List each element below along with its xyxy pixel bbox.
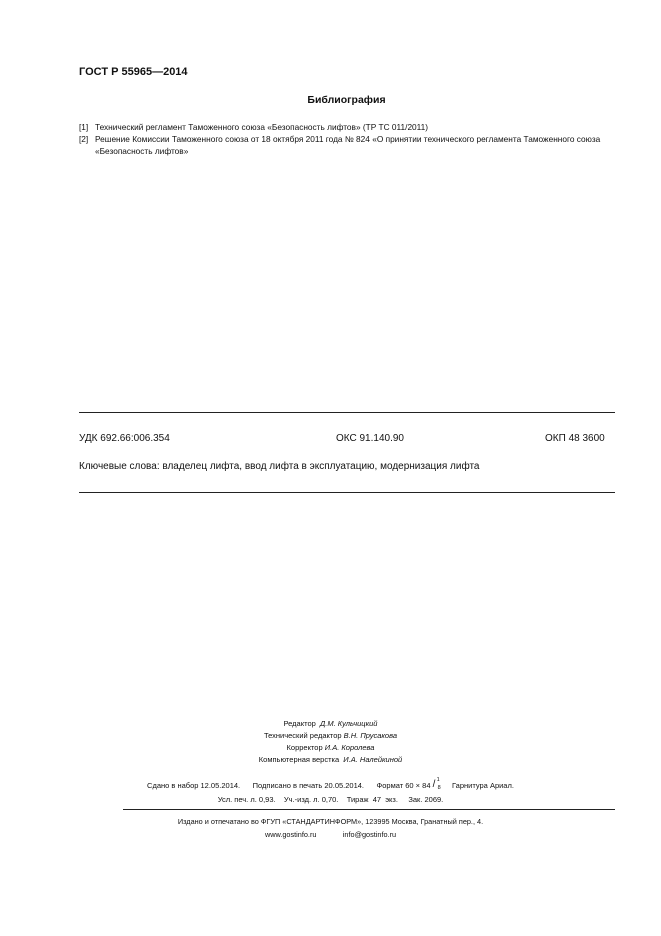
imprint-tech-editor — [0, 731, 661, 740]
imprint-corrector — [0, 743, 661, 752]
format-numerator: 1 — [436, 777, 440, 783]
okp-code: ОКП 48 3600 — [545, 433, 605, 444]
layout-name: И.А. Налейкиной — [343, 755, 403, 764]
divider-bottom — [79, 492, 615, 493]
oks-code: ОКС 91.140.90 — [336, 433, 404, 444]
bibliography-item — [79, 133, 619, 157]
publisher-line: Издано и отпечатано во ФГУП «СТАНДАРТИНФОРМ», 123995 Москва, Гранатный пер., 4. — [177, 817, 484, 826]
email-link[interactable]: info@gostinfo.ru — [342, 830, 397, 839]
bibliography-text: Решение Комиссии Таможенного союза от 18 октября 2011 года № 824 «О принятии технического регламента Таможенного союза «Безопасность лифтов» — [95, 134, 601, 156]
paper-format: Формат 60 × 84 — [376, 781, 431, 790]
udk-code: УДК 692.66:006.354 — [79, 433, 170, 444]
contacts-line — [0, 830, 661, 839]
imprint-editor — [0, 719, 661, 728]
typeface: Гарнитура Ариал. — [452, 781, 514, 790]
bibliography-number: [2] — [79, 134, 89, 144]
website-link[interactable]: www.gostinfo.ru — [264, 830, 317, 839]
keywords: Ключевые слова: владелец лифта, ввод лифта в эксплуатацию, модернизация лифта — [79, 461, 480, 472]
print-details-line2: Усл. печ. л. 0,93. Уч.-изд. л. 0,70. Тираж 47 экз. Зак. 2069. — [217, 795, 444, 804]
document-header: ГОСТ Р 55965—2014 — [79, 66, 188, 78]
print-details-line1 — [0, 777, 661, 791]
section-title: Библиография — [307, 94, 386, 106]
format-fraction: 1 / 8 — [432, 777, 441, 791]
imprint-layout — [0, 755, 661, 764]
typeset-date: Сдано в набор 12.05.2014. — [147, 781, 241, 790]
corrector-label: Корректор — [286, 743, 323, 752]
signed-date: Подписано в печать 20.05.2014. — [252, 781, 365, 790]
bibliography-item — [79, 121, 619, 133]
tech-editor-label: Технический редактор — [263, 731, 342, 740]
divider-top — [79, 412, 615, 413]
tech-editor-name: В.Н. Прусакова — [343, 731, 398, 740]
editor-label: Редактор — [283, 719, 316, 728]
format-denominator: 8 — [437, 785, 441, 791]
bibliography-text: Технический регламент Таможенного союза «Безопасность лифтов» (ТР ТС 011/2011) — [95, 122, 429, 132]
imprint-divider — [123, 809, 615, 810]
bibliography-list — [79, 121, 619, 157]
corrector-name: И.А. Королева — [324, 743, 375, 752]
layout-label: Компьютерная верстка — [258, 755, 340, 764]
bibliography-number: [1] — [79, 122, 89, 132]
editor-name: Д.М. Кульчицкий — [319, 719, 378, 728]
